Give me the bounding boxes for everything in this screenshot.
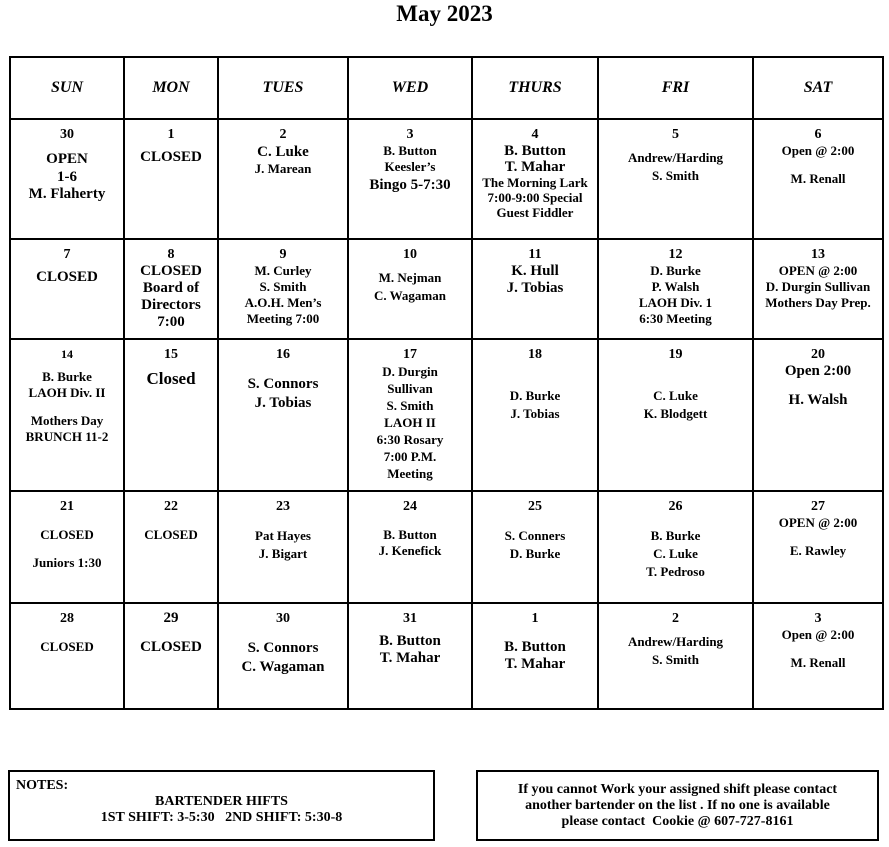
day-cell xyxy=(10,339,124,491)
day-cell xyxy=(753,119,883,239)
cell-line: 7:00 P.M. xyxy=(383,449,437,464)
day-number: 16 xyxy=(276,347,290,362)
day-number: 20 xyxy=(811,347,825,362)
weekday-mon: MON xyxy=(124,57,218,119)
cell-line: T. Mahar xyxy=(504,159,566,175)
cell-line: C. Luke xyxy=(653,388,698,403)
cell-line: B. Button xyxy=(379,633,441,649)
notes-shift-times: 1ST SHIFT: 3-5:30 2ND SHIFT: 5:30-8 xyxy=(100,810,343,825)
day-cell xyxy=(218,603,348,709)
cell-line: C. Wagaman xyxy=(241,659,325,675)
day-number: 21 xyxy=(60,499,74,514)
notes-box xyxy=(8,770,435,841)
cell-line: D. Durgin Sullivan xyxy=(765,279,871,294)
cell-line: CLOSED xyxy=(140,639,202,655)
day-number: 23 xyxy=(276,499,290,514)
cell-line: Board of xyxy=(142,280,200,296)
day-number: 2 xyxy=(279,127,287,142)
cell-line: C. Luke xyxy=(257,144,309,160)
cell-line: Sullivan xyxy=(387,381,433,396)
cell-line: Keesler’s xyxy=(384,159,436,174)
cell-line: M. Renall xyxy=(790,171,846,186)
cell-line: Andrew/Harding xyxy=(627,150,724,165)
cell-line: M. Flaherty xyxy=(28,186,106,202)
cell-line: 7:00-9:00 Special xyxy=(487,190,583,205)
cell-line: Meeting 7:00 xyxy=(246,311,320,326)
day-cell xyxy=(753,603,883,709)
cell-line: Open @ 2:00 xyxy=(781,143,855,158)
week-row xyxy=(10,239,883,339)
cell-line: C. Wagaman xyxy=(374,288,446,303)
cell-line: Open 2:00 xyxy=(784,363,852,379)
day-number: 5 xyxy=(672,127,679,142)
day-cell xyxy=(348,603,472,709)
cell-line: J. Kenefick xyxy=(378,543,442,558)
cell-line: LAOH II xyxy=(384,415,436,430)
day-cell xyxy=(472,239,598,339)
day-number: 3 xyxy=(814,611,822,626)
weekday-wed: WED xyxy=(348,57,472,119)
day-cell xyxy=(348,239,472,339)
notes-shifts-heading: BARTENDER HIFTS xyxy=(155,794,288,809)
cell-line: J. Tobias xyxy=(510,406,560,421)
cell-line: S. Connors xyxy=(247,640,319,656)
cell-line: C. Luke xyxy=(653,546,698,561)
weekday-thurs: THURS xyxy=(472,57,598,119)
cell-line: LAOH Div. 1 xyxy=(638,295,713,310)
day-cell xyxy=(10,603,124,709)
day-number: 9 xyxy=(279,247,287,262)
day-number: 27 xyxy=(811,499,825,514)
cell-line: OPEN @ 2:00 xyxy=(778,515,858,530)
day-cell xyxy=(598,119,753,239)
cell-line: 6:30 Meeting xyxy=(639,311,712,326)
weekday-header-row xyxy=(10,57,883,119)
cell-line: OPEN @ 2:00 xyxy=(778,263,858,278)
cell-line: Guest Fiddler xyxy=(496,205,574,220)
calendar-title: May 2023 xyxy=(396,1,493,26)
cell-line: 7:00 xyxy=(157,314,185,330)
cell-line: B. Button xyxy=(383,527,437,542)
day-cell xyxy=(124,603,218,709)
cell-line: D. Burke xyxy=(509,388,561,403)
cell-line: K. Hull xyxy=(511,263,559,279)
cell-line: Mothers Day Prep. xyxy=(765,295,871,310)
cell-line: BRUNCH 11-2 xyxy=(25,429,109,444)
cell-line: B. Burke xyxy=(42,369,92,384)
day-cell xyxy=(472,603,598,709)
cell-line: T. Mahar xyxy=(379,650,441,666)
cell-line: CLOSED xyxy=(36,269,98,285)
day-number: 25 xyxy=(528,499,542,514)
day-number: 14 xyxy=(61,347,73,361)
cell-line: S. Smith xyxy=(386,398,434,413)
cell-line: T. Pedroso xyxy=(646,564,705,579)
cell-line: S. Smith xyxy=(259,279,307,294)
day-cell xyxy=(598,603,753,709)
cell-line: B. Button xyxy=(504,143,566,159)
day-cell xyxy=(598,339,753,491)
weekday-fri: FRI xyxy=(598,57,753,119)
day-number: 10 xyxy=(403,247,417,262)
day-cell xyxy=(218,119,348,239)
day-cell xyxy=(472,339,598,491)
cell-line: D. Burke xyxy=(650,263,701,278)
day-cell xyxy=(218,239,348,339)
cell-line: B. Burke xyxy=(650,528,701,543)
day-number: 3 xyxy=(406,127,414,142)
day-number: 13 xyxy=(811,247,825,262)
day-number: 18 xyxy=(528,347,542,362)
contact-message-box xyxy=(476,770,879,841)
cell-line: CLOSED xyxy=(140,149,202,165)
cell-line: H. Walsh xyxy=(788,392,848,408)
day-cell xyxy=(598,491,753,603)
day-cell xyxy=(124,239,218,339)
cell-line: M. Nejman xyxy=(378,270,442,285)
week-row xyxy=(10,119,883,239)
day-cell xyxy=(472,491,598,603)
day-cell xyxy=(124,119,218,239)
day-cell xyxy=(753,339,883,491)
day-cell xyxy=(753,491,883,603)
contact-message-line: another bartender on the list . If no one is available xyxy=(525,798,830,813)
cell-line: CLOSED xyxy=(40,527,94,542)
day-cell xyxy=(124,339,218,491)
day-number: 8 xyxy=(167,247,175,262)
cell-line: Pat Hayes xyxy=(255,528,311,543)
day-cell xyxy=(753,239,883,339)
day-cell xyxy=(10,239,124,339)
cell-line: M. Curley xyxy=(254,263,312,278)
cell-line: Closed xyxy=(146,369,196,388)
day-number: 7 xyxy=(63,247,71,262)
cell-line: D. Burke xyxy=(509,546,561,561)
cell-line: S. Smith xyxy=(652,652,699,667)
cell-line: Meeting xyxy=(387,466,433,481)
day-cell xyxy=(218,339,348,491)
weekday-sat: SAT xyxy=(753,57,883,119)
cell-line: S. Connors xyxy=(247,376,319,392)
day-number: 24 xyxy=(403,499,417,514)
cell-line: Directors xyxy=(141,297,201,313)
cell-line: Open @ 2:00 xyxy=(781,627,855,642)
day-number: 29 xyxy=(163,610,179,626)
day-number: 15 xyxy=(164,347,178,362)
day-number: 4 xyxy=(531,127,539,142)
day-cell xyxy=(348,491,472,603)
cell-line: 1-6 xyxy=(57,169,77,185)
cell-line: K. Blodgett xyxy=(643,406,708,421)
cell-line: J. Bigart xyxy=(258,546,308,561)
cell-line: P. Walsh xyxy=(651,279,700,294)
cell-line: Andrew/Harding xyxy=(627,634,724,649)
contact-message-line: please contact Cookie @ 607-727-8161 xyxy=(561,814,794,829)
cell-line: B. Button xyxy=(504,639,566,655)
week-row xyxy=(10,603,883,709)
day-cell xyxy=(598,239,753,339)
day-cell xyxy=(10,119,124,239)
cell-line: CLOSED xyxy=(40,639,94,654)
day-number: 28 xyxy=(60,611,74,626)
day-cell xyxy=(218,491,348,603)
week-row xyxy=(10,491,883,603)
cell-line: Mothers Day xyxy=(30,413,104,428)
day-cell xyxy=(348,119,472,239)
week-row xyxy=(10,339,883,491)
cell-line: CLOSED xyxy=(144,527,198,542)
cell-line: J. Tobias xyxy=(254,395,312,411)
calendar-grid xyxy=(9,56,884,710)
cell-line: OPEN xyxy=(46,151,88,167)
cell-line: S. Conners xyxy=(504,528,566,543)
cell-line: The Morning Lark xyxy=(482,175,588,190)
cell-line: E. Rawley xyxy=(789,543,847,558)
weekday-sun: SUN xyxy=(10,57,124,119)
cell-line: J. Tobias xyxy=(506,280,564,296)
cell-line: T. Mahar xyxy=(504,656,566,672)
notes-label: NOTES: xyxy=(16,778,69,793)
day-number: 1 xyxy=(167,127,175,142)
contact-message-line: If you cannot Work your assigned shift please contact xyxy=(517,782,838,797)
day-number: 12 xyxy=(668,247,683,262)
cell-line: 6:30 Rosary xyxy=(376,432,444,447)
day-cell xyxy=(472,119,598,239)
day-number: 30 xyxy=(276,611,290,626)
cell-line: J. Marean xyxy=(254,161,312,176)
day-number: 1 xyxy=(531,611,539,626)
day-number: 19 xyxy=(668,347,683,362)
cell-line: LAOH Div. II xyxy=(28,385,106,400)
day-number: 6 xyxy=(814,127,822,142)
day-number: 22 xyxy=(164,499,178,514)
day-number: 31 xyxy=(403,611,417,626)
weekday-tues: TUES xyxy=(218,57,348,119)
cell-line: Bingo 5-7:30 xyxy=(369,177,451,193)
cell-line: Juniors 1:30 xyxy=(32,555,102,570)
day-number: 17 xyxy=(403,347,417,362)
cell-line: S. Smith xyxy=(652,168,699,183)
cell-line: CLOSED xyxy=(140,263,202,279)
day-number: 2 xyxy=(672,611,679,626)
day-number: 11 xyxy=(528,247,542,262)
day-number: 30 xyxy=(60,127,74,142)
day-cell xyxy=(10,491,124,603)
day-cell xyxy=(348,339,472,491)
cell-line: D. Durgin xyxy=(382,364,438,379)
day-cell xyxy=(124,491,218,603)
cell-line: M. Renall xyxy=(790,655,846,670)
cell-line: A.O.H. Men’s xyxy=(244,295,322,310)
day-number: 26 xyxy=(668,499,683,514)
cell-line: B. Button xyxy=(383,143,437,158)
